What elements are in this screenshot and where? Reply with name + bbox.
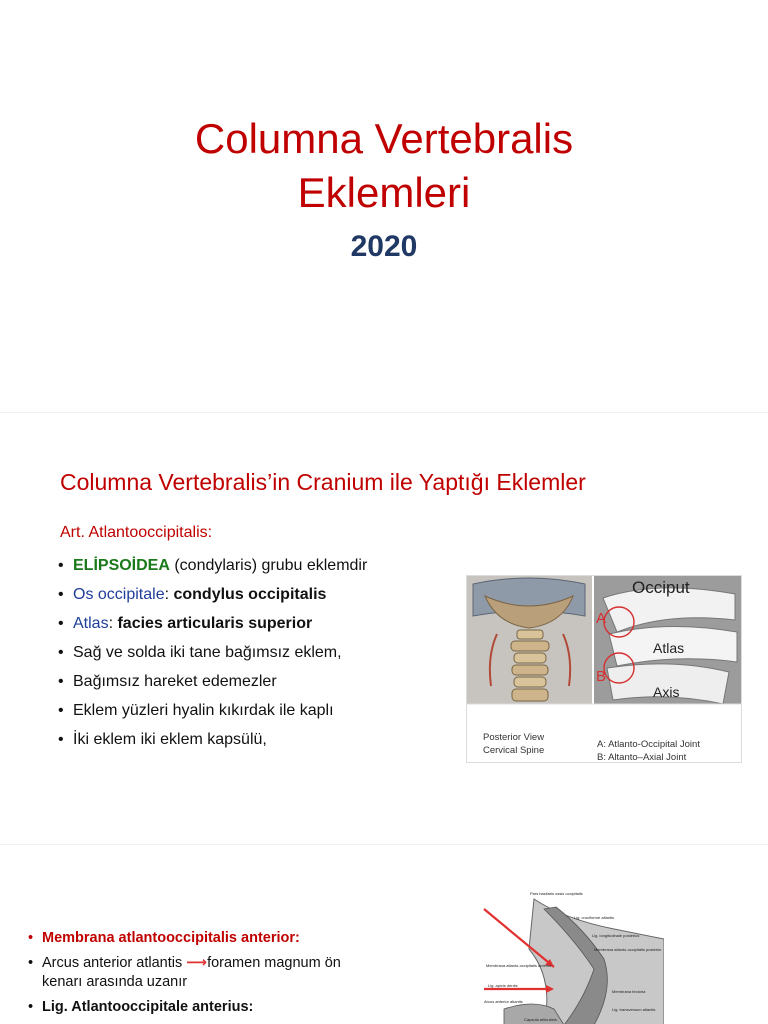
list-item: [58, 696, 367, 725]
title-line-2: Eklemleri: [297, 169, 471, 216]
term-atlas: Atlas: [73, 615, 109, 632]
list-item: [58, 580, 367, 609]
bullet-icon: •: [28, 999, 34, 1015]
caption-view-2: Cervical Spine: [483, 745, 545, 756]
caption-a: A: Atlanto-Occipital Joint: [597, 739, 700, 750]
cervical-spine-figure: [466, 575, 742, 763]
term-lig-anterius: Lig. Atlantooccipitale anterius:: [42, 999, 254, 1015]
fig-label: Lig. longitudinale posterius: [592, 933, 640, 938]
fig-label: Membrana atlanto-occipitalis anterior: [486, 963, 552, 968]
caption-b: B: Altanto–Axial Joint: [597, 752, 687, 763]
fig-label: Lig. cruciforme atlantis: [574, 915, 615, 920]
list-item-text: foramen magnum ön: [207, 955, 341, 971]
term-os-occipitale: Os occipitale: [73, 586, 165, 603]
bullet-list: [28, 929, 341, 1017]
list-item: [28, 954, 341, 992]
joint-name: Art. Atlantooccipitalis:: [60, 524, 213, 541]
bullet-icon: •: [58, 557, 64, 574]
list-item-text: :: [108, 615, 118, 632]
fig-label: Arcus anterior atlantis: [484, 999, 523, 1004]
slide-heading: Columna Vertebralis’in Cranium ile Yaptığı Eklemler: [60, 469, 586, 495]
term-facies: facies articularis superior: [117, 615, 313, 632]
list-item-text: Eklem yüzleri hyalin kıkırdak ile kaplı: [73, 702, 334, 719]
fig-label: Membrana tectoria: [612, 989, 646, 994]
list-item-text: Sağ ve solda iki tane bağımsız eklem,: [73, 644, 342, 661]
list-item-text: Bağımsız hareket edemezler: [73, 673, 277, 690]
caption-view-1: Posterior View: [483, 732, 545, 743]
label-axis: Axis: [653, 684, 680, 700]
slide-year: 2020: [350, 230, 418, 263]
fig-label: Membrana atlanto-occipitalis posterior: [594, 947, 662, 952]
title-slide: [0, 0, 768, 412]
title-line-1: Columna Vertebralis: [194, 115, 574, 162]
bullet-icon: •: [58, 702, 64, 719]
list-item-text: İki eklem iki eklem kapsülü,: [73, 731, 267, 748]
slide-title: [0, 112, 768, 220]
fig-label: Lig. transversum atlantis: [612, 1007, 656, 1012]
bullet-icon: •: [58, 644, 64, 661]
label-b: B: [596, 668, 607, 685]
list-item-text: kenarı arasında uzanır: [42, 974, 188, 990]
content-slide-membrana: [0, 844, 768, 1024]
sagittal-section-figure: [474, 889, 664, 1024]
list-item: [58, 638, 367, 667]
arrow-right-icon: ⟶: [186, 955, 208, 971]
bullet-list: [58, 551, 367, 754]
bullet-icon: •: [28, 930, 34, 946]
list-item: [58, 551, 367, 580]
fig-label: Capsula articularis: [524, 1017, 557, 1022]
content-slide-atlantooccipital: [0, 412, 768, 844]
term-elipsoidea: ELİPSOİDEA: [73, 557, 170, 574]
list-item: [58, 667, 367, 696]
bullet-icon: •: [58, 673, 64, 690]
bullet-icon: •: [58, 586, 64, 603]
label-atlas: Atlas: [653, 640, 685, 656]
bullet-icon: •: [28, 955, 34, 971]
list-item-text: (condylaris) grubu eklemdir: [169, 557, 368, 574]
list-item: [58, 725, 367, 754]
term-membrana-anterior: Membrana atlantooccipitalis anterior:: [42, 930, 300, 946]
list-item: [58, 609, 367, 638]
bullet-icon: •: [58, 731, 64, 748]
bullet-icon: •: [58, 615, 64, 632]
list-item-text: Arcus anterior atlantis: [42, 955, 187, 971]
list-item: [28, 998, 341, 1017]
label-a: A: [596, 610, 607, 627]
fig-label: Pars basilaris ossis occipitalis: [530, 891, 583, 896]
fig-label: Lig. apicis dentis: [488, 983, 518, 988]
list-item: [28, 929, 341, 948]
list-item-text: :: [164, 586, 174, 603]
label-occiput: Occiput: [632, 578, 690, 597]
term-condylus: condylus occipitalis: [173, 586, 327, 603]
